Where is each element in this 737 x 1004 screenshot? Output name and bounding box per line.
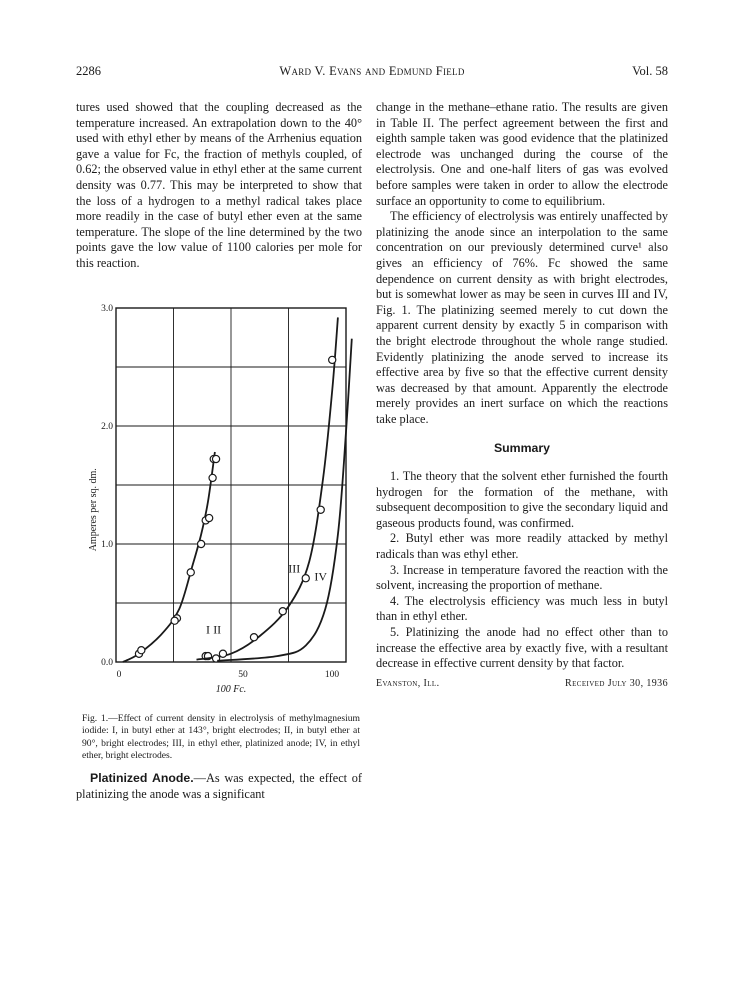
data-point-i (138, 647, 145, 654)
data-point-i (187, 569, 194, 576)
data-point-iii (279, 608, 286, 615)
data-point-iii (250, 634, 257, 641)
page-number: 2286 (76, 64, 101, 78)
data-point-i (171, 617, 178, 624)
series-line-i (123, 452, 215, 662)
x-tick-label: 100 (324, 670, 340, 680)
curve-label-ii: II (213, 622, 222, 637)
x-axis-label: 100 Fc. (215, 684, 247, 695)
data-point-i (209, 474, 216, 481)
chart-svg (76, 300, 362, 700)
x-tick-label: 0 (116, 670, 122, 680)
figure-1 (76, 300, 362, 700)
y-tick-label: 1.0 (101, 540, 113, 550)
summary-heading: Summary (493, 441, 551, 456)
page-header (76, 64, 668, 82)
curve-label-iii: III (288, 561, 301, 576)
article-footer (376, 676, 668, 690)
section-heading: Platinized Anode. (90, 771, 194, 785)
left-column (76, 100, 362, 272)
running-title: Ward V. Evans and Edmund Field (279, 64, 465, 78)
data-point-i (206, 514, 213, 521)
section-lead-text: —As was expected, the effect of platinizing the anode was a significant (76, 771, 363, 801)
data-point-iii (329, 356, 336, 363)
summary-item-2: 2. Butyl ether was more readily attacked by methyl radicals than was ethyl ether. (376, 531, 668, 562)
summary-item-3: 3. Increase in temperature favored the reaction with the solvent, increasing the proportion of methane. (376, 562, 668, 593)
left-paragraph: tures used showed that the coupling decreased as the temperature increased. An extrapolation down to the 40° used with ethyl ether by means of the Arrhenius equation gave a value for Fc, the fraction of methyls coupled, of 0.62; the observed value in ethyl ether at the same current density was 0.77. This may be interpreted to show that the loss of a hydrogen to a methyl radical takes place more readily in the case of butyl ether even at the same temperature. The slope of the line determined by the two points gave the low value of 1100 calories per mole for this reaction. (76, 100, 362, 270)
data-point-i (198, 540, 205, 547)
data-point-iii (317, 506, 324, 513)
x-tick-label: 50 (238, 670, 248, 680)
summary-item-4: 4. The electrolysis efficiency was much less in butyl than in ethyl ether. (376, 593, 668, 624)
right-column (376, 100, 668, 690)
curve-label-iv: IV (314, 569, 328, 584)
volume-label: Vol. 58 (632, 64, 668, 78)
summary-item-1: 1. The theory that the solvent ether furnished the fourth hydrogen for the formation of the methane, with subsequent decomposition to give the secondary liquid and gaseous products found, was confirmed. (376, 469, 668, 530)
summary-item-5: 5. Platinizing the anode had no effect other than to increase the effective area by exactly five, with a resultant decrease in effective current density by that factor. (376, 625, 668, 671)
data-point-iii (302, 575, 309, 582)
series-line-iii (197, 317, 338, 659)
data-point-iii (219, 650, 226, 657)
right-paragraph-1: change in the methane–ethane ratio. The results are given in Table II. The perfect agreement between the first and eighth sample taken was good evidence that the platinized electrode was unchanged during the course of the electrolysis. One and one-half liters of gas was evolved before samples were taken in order to allow the electrode surface an opportunity to come to equilibrium. (376, 100, 668, 208)
y-tick-label: 0.0 (101, 658, 113, 668)
author-location: Evanston, Ill. (376, 677, 440, 689)
right-paragraph-2: The efficiency of electrolysis was entirely unaffected by platinizing the anode since an interpolation to the same concentration on our previously determined curve¹ also gives an efficiency of 76%. Fc showed the same dependence on current density as with bright electrodes, but is somewhat lower as may be seen in curves III and IV, Fig. 1. The platinizing seemed merely to cut down the apparent current density by exactly 5 in comparison with the bright electrode throughout the whole range studied. Evidently platinizing the anode served to increase its effective area by five so that the effective current density was decreased by that amount. Apparently the electrode merely provides an inert surface on which the reactions take place. (376, 209, 668, 426)
received-date: Received July 30, 1936 (565, 677, 668, 689)
figure-caption: Fig. 1.—Effect of current density in electrolysis of methylmagnesium iodide: I, in butyl ether at 143°, bright electrodes; II, in butyl ether at 90°, bright electrodes; III, in ethyl ether, platinized anode; IV, in ethyl ether, bright electrodes. (82, 713, 360, 762)
y-tick-label: 3.0 (101, 304, 113, 314)
y-axis-label: Amperes per sq. dm. (88, 468, 99, 552)
curve-label-i: I (206, 622, 210, 637)
y-tick-label: 2.0 (101, 422, 113, 432)
data-point-i (212, 455, 219, 462)
section-platinized-anode (76, 771, 362, 802)
